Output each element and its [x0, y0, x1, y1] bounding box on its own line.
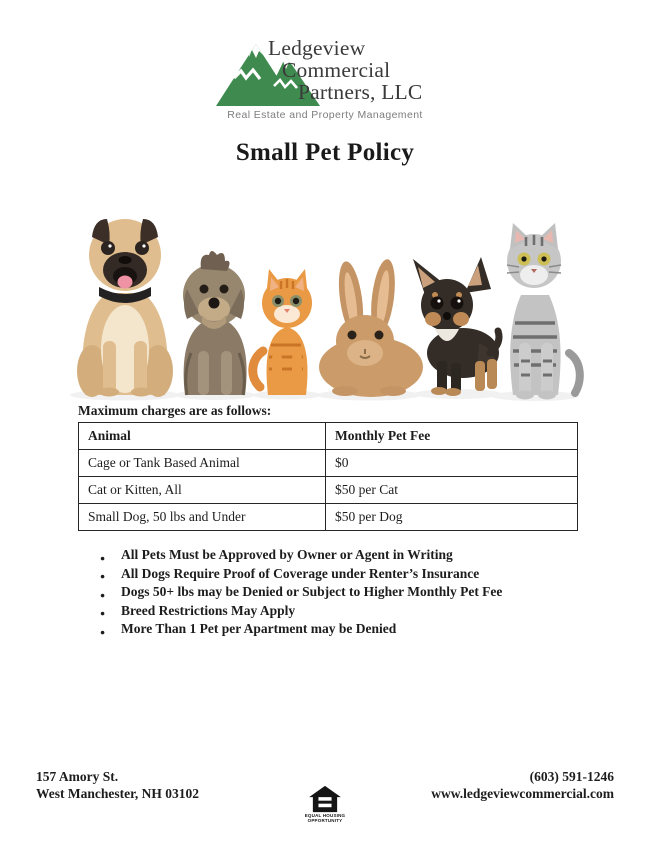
grey-tabby-cat-illustration — [507, 223, 580, 400]
equal-housing-label-line1: EQUAL HOUSING — [304, 813, 346, 818]
charges-section — [78, 403, 578, 641]
phone-number: (603) 591-1246 — [529, 769, 614, 784]
pet-fee-table — [78, 422, 578, 531]
website-link[interactable]: www.ledgeviewcommercial.com — [431, 786, 614, 801]
pug-illustration — [77, 219, 173, 397]
animal-cell: Small Dog, 50 lbs and Under — [79, 504, 326, 531]
fee-cell: $0 — [326, 450, 578, 477]
page-title: Small Pet Policy — [235, 139, 415, 166]
equal-housing-house-icon — [308, 785, 342, 813]
column-header-monthly-fee: Monthly Pet Fee — [326, 423, 578, 450]
policy-bullet: ● Breed Restrictions May Apply — [100, 604, 578, 618]
policy-bullet: ● All Pets Must be Approved by Owner or Agent in Writing — [100, 548, 578, 562]
policy-bullet: ● All Dogs Require Proof of Coverage under Renter’s Insurance — [100, 567, 578, 581]
logo-text-line2: Commercial — [282, 58, 391, 82]
address-line2: West Manchester, NH 03102 — [36, 786, 199, 801]
yorkie-illustration — [183, 251, 247, 395]
fee-cell: $50 per Dog — [326, 504, 578, 531]
table-header-row — [79, 423, 578, 450]
chihuahua-illustration — [413, 257, 499, 396]
logo-tagline: Real Estate and Property Management — [227, 109, 423, 121]
policy-bullet-list — [78, 548, 578, 636]
table-row — [79, 477, 578, 504]
column-header-animal: Animal — [79, 423, 326, 450]
animal-cell: Cage or Tank Based Animal — [79, 450, 326, 477]
animal-cell: Cat or Kitten, All — [79, 477, 326, 504]
fee-cell: $50 per Cat — [326, 477, 578, 504]
table-row — [79, 450, 578, 477]
charges-intro-text: Maximum charges are as follows: — [78, 403, 272, 418]
logo-text-line1: Ledgeview — [268, 36, 366, 60]
pets-photo — [63, 203, 585, 403]
logo-text-line3: Partners, LLC — [298, 80, 423, 104]
policy-bullet: ● Dogs 50+ lbs may be Denied or Subject to Higher Monthly Pet Fee — [100, 585, 578, 599]
policy-bullet: ● More Than 1 Pet per Apartment may be Denied — [100, 622, 578, 636]
footer-contact — [431, 768, 614, 802]
rabbit-illustration — [319, 258, 423, 397]
table-row — [79, 504, 578, 531]
address-line1: 157 Amory St. — [36, 769, 119, 784]
page-footer — [36, 768, 614, 834]
footer-address — [36, 768, 199, 802]
company-logo — [0, 0, 650, 130]
orange-kitten-illustration — [253, 269, 312, 395]
equal-housing-logo — [302, 785, 348, 823]
equal-housing-label-line2: OPPORTUNITY — [307, 818, 343, 823]
